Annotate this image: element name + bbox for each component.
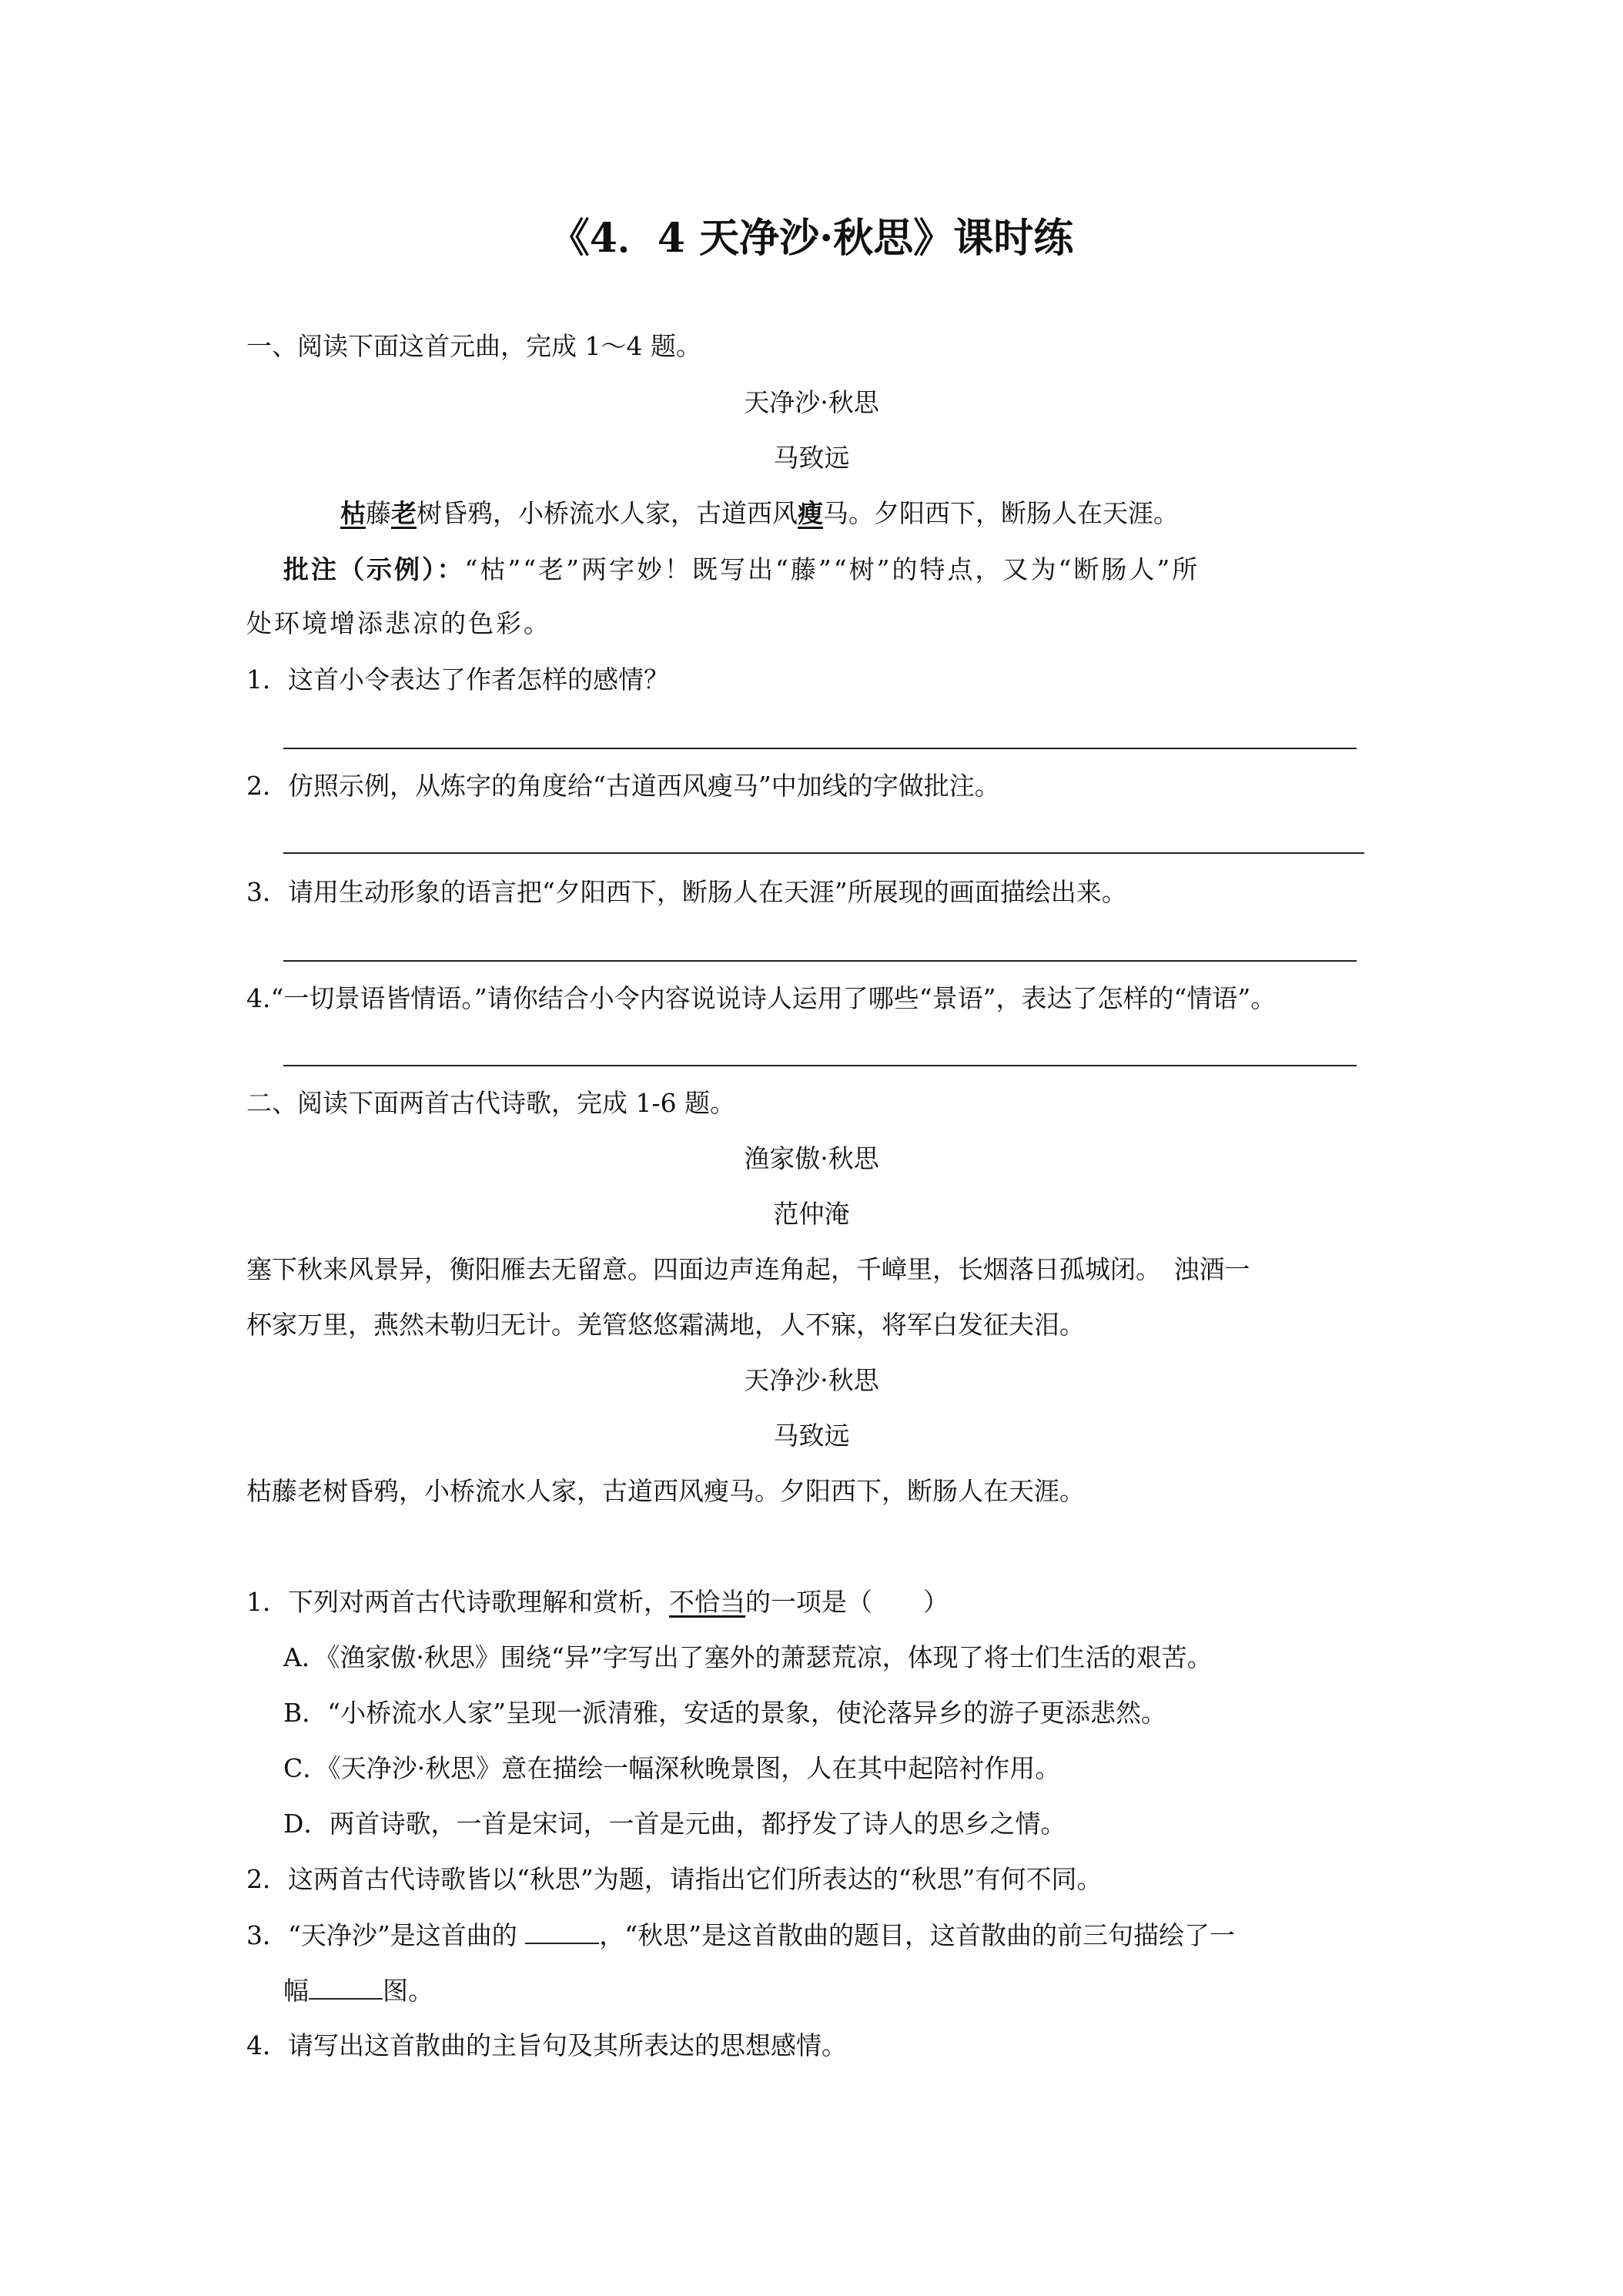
option-c[interactable]: C．《天净沙·秋思》意在描绘一幅深秋晚景图，人在其中起陪衬作用。 bbox=[283, 1753, 1061, 1783]
question-1: 1．这首小令表达了作者怎样的感情？ bbox=[246, 664, 669, 694]
annotation-example bbox=[283, 554, 1200, 585]
question-text: 1．下列对两首古代诗歌理解和赏析， bbox=[246, 1587, 669, 1617]
answer-line-4[interactable] bbox=[283, 1065, 1357, 1066]
part2-question-3-continued bbox=[283, 1975, 433, 2006]
question-2: 2．仿照示例，从炼字的角度给“古道西风瘦马”中加线的字做批注。 bbox=[246, 771, 1000, 801]
part2-question-4: 4．请写出这首散曲的主旨句及其所表达的思想感情。 bbox=[246, 2030, 847, 2060]
question-4: 4.“一切景语皆情语。”请你结合小令内容说说诗人运用了哪些“景语”，表达了怎样的“情语”。 bbox=[246, 983, 1277, 1013]
poem1-text-line2: 杯家万里，燕然未勒归无计。羌管悠悠霜满地，人不寐，将军白发征夫泪。 bbox=[246, 1310, 1085, 1340]
poem-title: 天净沙·秋思 bbox=[744, 387, 879, 417]
question-text: 的一项是（ ） bbox=[745, 1587, 949, 1617]
underlined-char-ku: 枯 bbox=[340, 498, 366, 528]
question-text: ，“秋思”是这首散曲的题目，这首散曲的前三句描绘了一 bbox=[599, 1920, 1235, 1950]
option-b[interactable]: B．“小桥流水人家”呈现一派清雅，安适的景象，使沦落异乡的游子更添悲然。 bbox=[283, 1698, 1166, 1728]
poem2-author: 马致远 bbox=[773, 1421, 850, 1451]
question-3: 3．请用生动形象的语言把“夕阳西下，断肠人在天涯”所展现的画面描绘出来。 bbox=[246, 877, 1127, 907]
answer-line-2[interactable] bbox=[283, 852, 1364, 854]
fill-blank-2[interactable] bbox=[309, 1975, 383, 2000]
underlined-char-shou: 瘦 bbox=[798, 498, 823, 528]
poem-text bbox=[340, 498, 1179, 529]
answer-line-3[interactable] bbox=[283, 960, 1357, 962]
poem2-title: 天净沙·秋思 bbox=[744, 1365, 879, 1395]
question-text: 幅 bbox=[283, 1976, 309, 2006]
fill-blank-1[interactable] bbox=[525, 1919, 599, 1944]
annotation-label: 批注（示例）： bbox=[283, 554, 465, 584]
question-text: 图。 bbox=[383, 1976, 433, 2006]
underlined-char-lao: 老 bbox=[391, 498, 417, 528]
question-text: 3．“天净沙”是这首曲的 bbox=[246, 1920, 517, 1950]
poem2-text: 枯藤老树昏鸦，小桥流水人家，古道西风瘦马。夕阳西下，断肠人在天涯。 bbox=[246, 1476, 1085, 1506]
poem1-title: 渔家傲·秋思 bbox=[744, 1143, 879, 1173]
part2-question-2: 2．这两首古代诗歌皆以“秋思”为题，请指出它们所表达的“秋思”有何不同。 bbox=[246, 1864, 1103, 1894]
poem1-text-line1: 塞下秋来风景异，衡阳雁去无留意。四面边声连角起，千嶂里，长烟落日孤城闭。 浊酒一 bbox=[246, 1254, 1250, 1284]
part2-question-3 bbox=[246, 1919, 1235, 1951]
poem-segment: 马。夕阳西下，断肠人在天涯。 bbox=[823, 498, 1179, 528]
poem-segment: 树昏鸦，小桥流水人家，古道西风 bbox=[417, 498, 798, 528]
section-two-heading: 二、阅读下面两首古代诗歌，完成 1-6 题。 bbox=[246, 1088, 736, 1118]
part2-question-1 bbox=[246, 1587, 949, 1618]
option-a[interactable]: A．《渔家傲·秋思》围绕“异”字写出了塞外的萧瑟荒凉，体现了将士们生活的艰苦。 bbox=[283, 1642, 1213, 1672]
section-one-heading: 一、阅读下面这首元曲，完成 1～4 题。 bbox=[246, 331, 701, 361]
underlined-emphasis: 不恰当 bbox=[669, 1587, 745, 1617]
page-title: 《4．4 天净沙·秋思》课时练 bbox=[549, 215, 1074, 262]
answer-line-1[interactable] bbox=[283, 748, 1357, 749]
annotation-text-continued: 处环境增添悲凉的色彩。 bbox=[246, 608, 551, 638]
annotation-text: “枯”“老”两字妙！既写出“藤”“树”的特点，又为“断肠人”所 bbox=[464, 554, 1200, 584]
poem-segment: 藤 bbox=[366, 498, 391, 528]
option-d[interactable]: D．两首诗歌，一首是宋词，一首是元曲，都抒发了诗人的思乡之情。 bbox=[283, 1809, 1066, 1839]
poem-author: 马致远 bbox=[773, 443, 850, 473]
poem1-author: 范仲淹 bbox=[773, 1199, 850, 1229]
